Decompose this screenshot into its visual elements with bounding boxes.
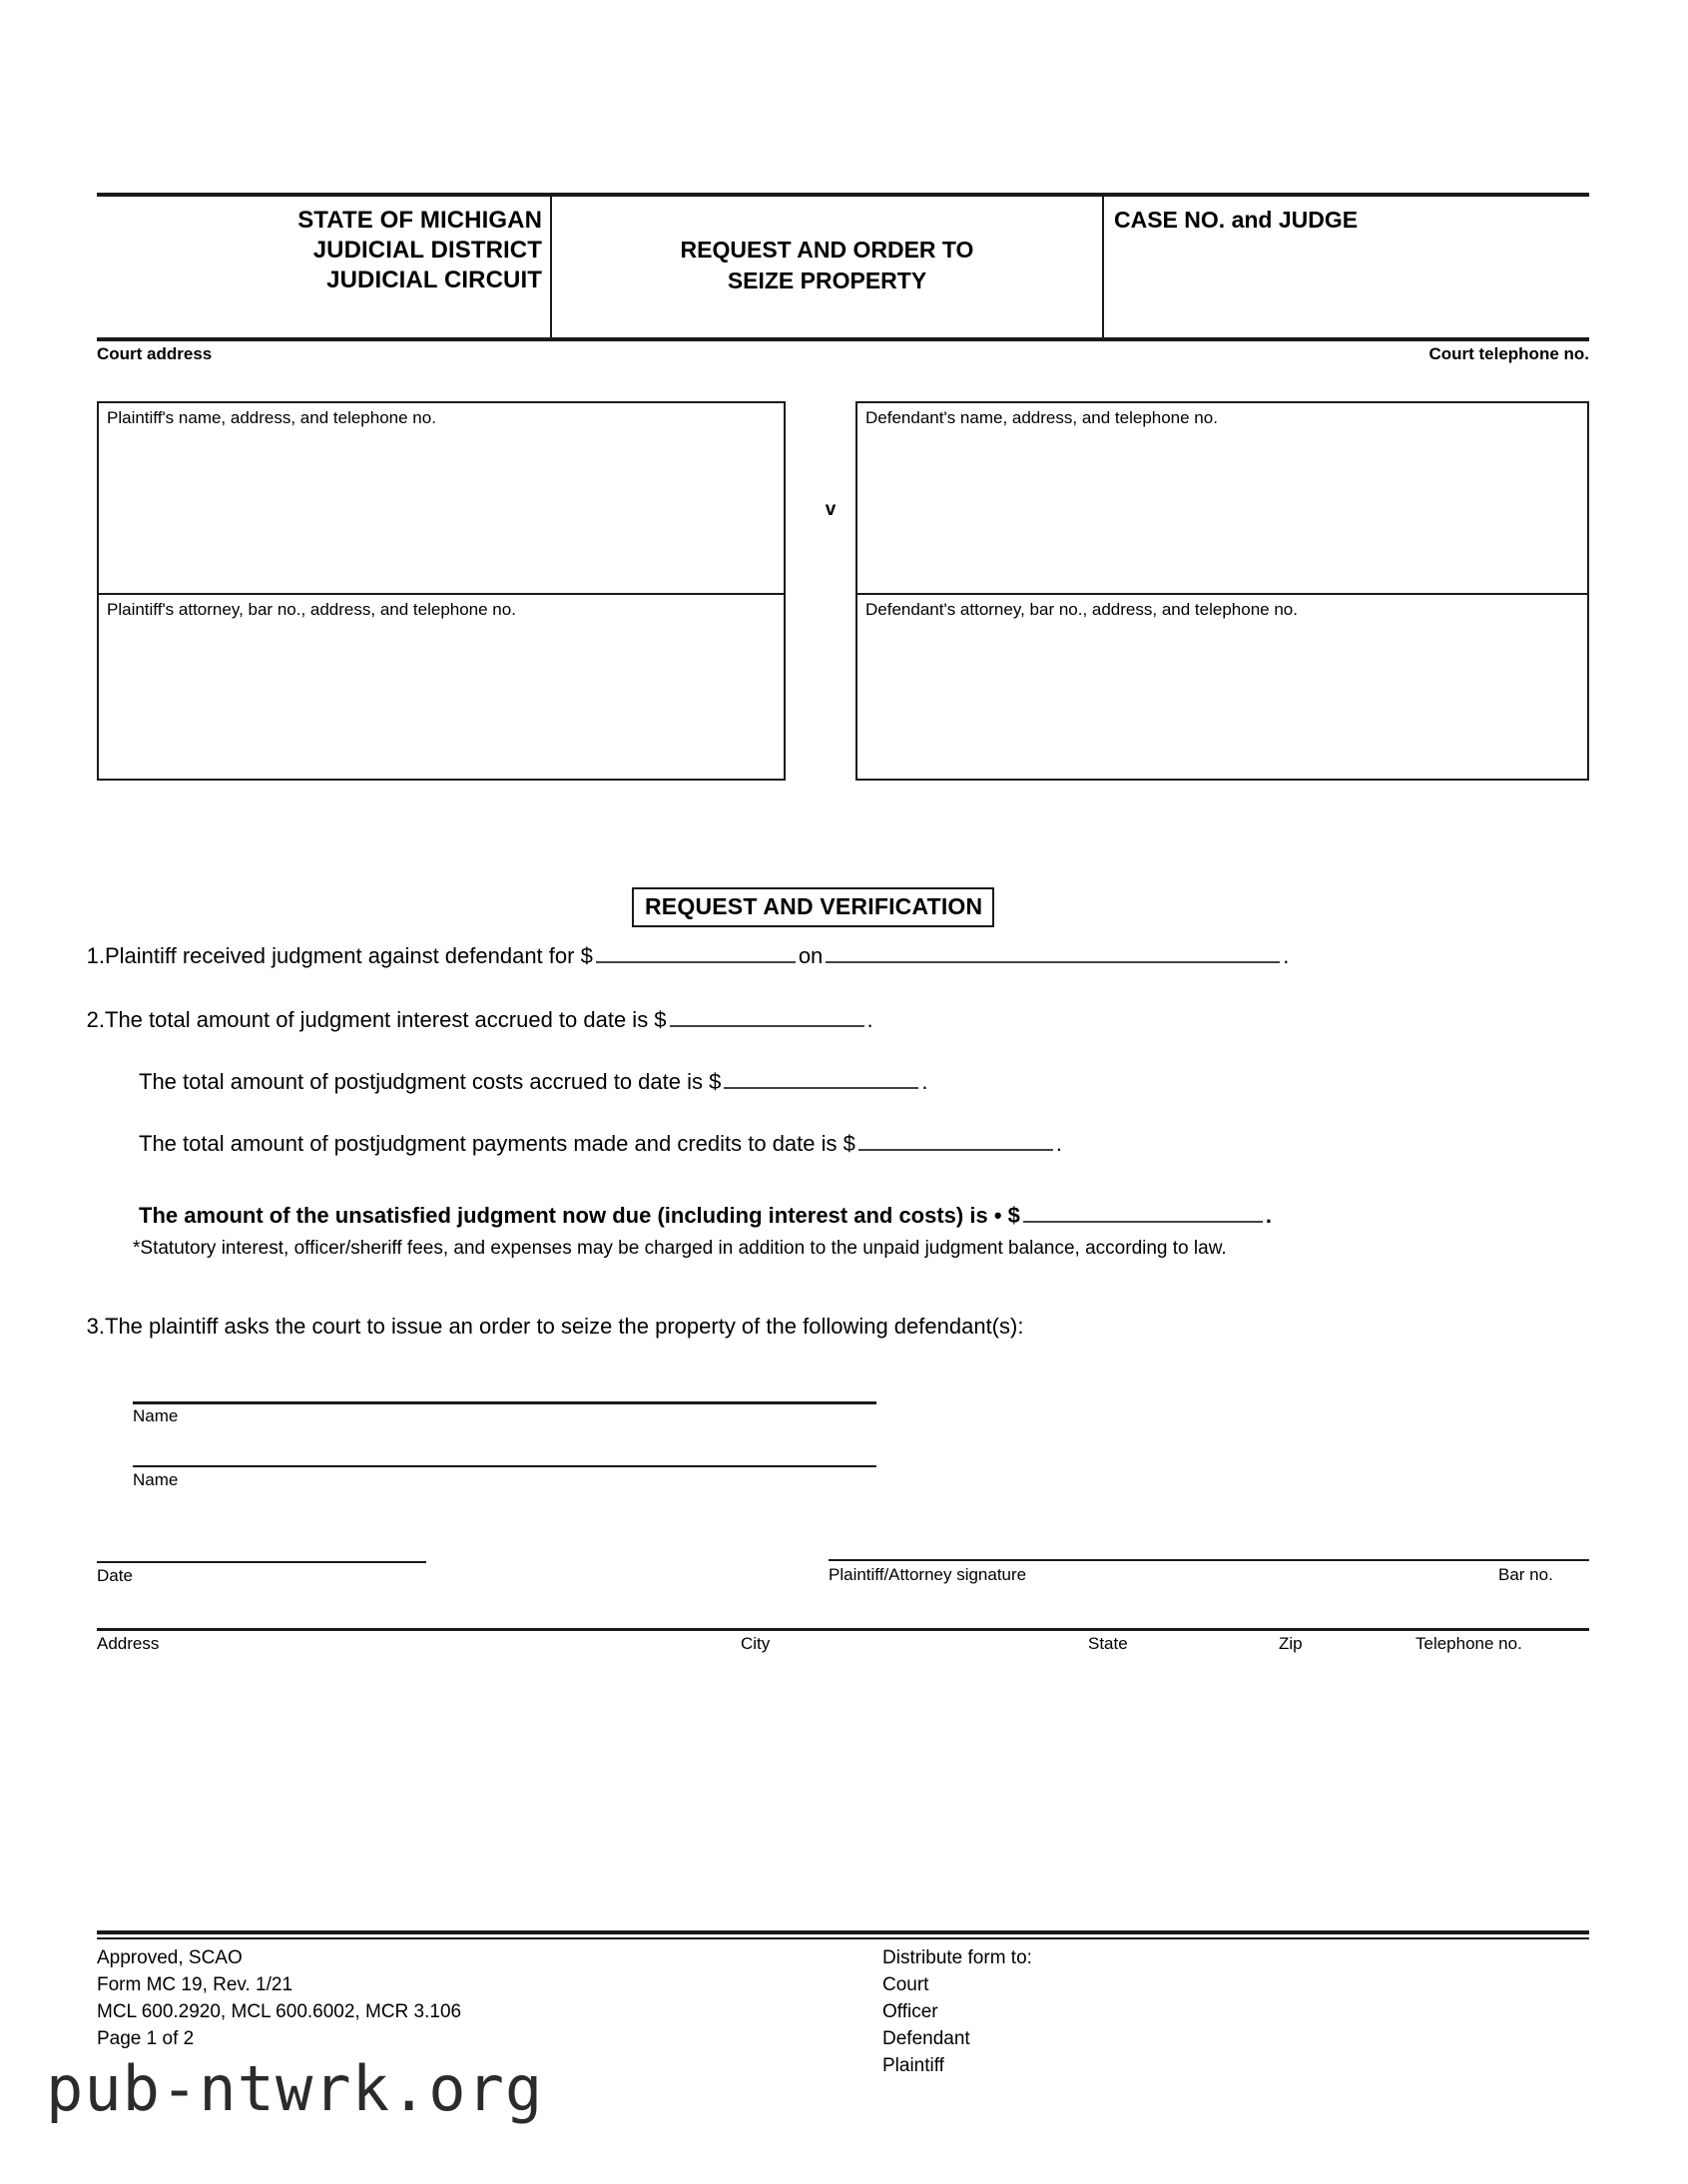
statutory-interest-note: *Statutory interest, officer/sheriff fees, and expenses may be charged in addition to the unpaid judgment balance, according to law. [133, 1238, 1227, 1259]
defendant-name-caption-1: Name [133, 1406, 179, 1425]
verification-item-3 [86, 1313, 1602, 1341]
footer-form-info [97, 1944, 461, 2052]
item-3-text: The plaintiff asks the court to issue an order to seize the property of the following defendant(s): [105, 1314, 1024, 1339]
court-address-rule [97, 337, 1589, 341]
state-caption: State [1088, 1634, 1128, 1653]
bullet-icon: • [993, 1203, 1002, 1228]
state-of-michigan-label: STATE OF MICHIGAN [297, 207, 542, 234]
bar-no-caption: Bar no. [1498, 1565, 1553, 1584]
unsatisfied-judgment-text: The amount of the unsatisfied judgment now due (including interest and costs) is [139, 1203, 988, 1228]
item-2b-payments-blank[interactable] [858, 1131, 1053, 1151]
signature-caption: Plaintiff/Attorney signature [829, 1565, 1027, 1584]
item-1-amount-blank[interactable] [596, 943, 796, 963]
item-2b-text-before: The total amount of postjudgment payments made and credits to date is $ [139, 1131, 855, 1156]
item-3-number: 3. [86, 1314, 105, 1339]
zip-caption: Zip [1279, 1634, 1303, 1653]
footer-statute-citations: MCL 600.2920, MCL 600.6002, MCR 3.106 [97, 2001, 462, 2022]
court-identification-cell [97, 197, 552, 339]
item-2a-costs-blank[interactable] [724, 1069, 918, 1089]
footer-rule-thin [97, 1937, 1589, 1939]
item-2b-text-after: . [1055, 1131, 1062, 1156]
item-1-text-before: Plaintiff received judgment against defendant for $ [105, 943, 593, 968]
distribute-form-to-heading: Distribute form to: [882, 1947, 1032, 1968]
defendant-name-box[interactable] [855, 401, 1589, 595]
telephone-caption: Telephone no. [1415, 1634, 1522, 1653]
signature-line[interactable] [829, 1559, 1589, 1561]
item-1-text-after: . [1283, 943, 1290, 968]
form-title-line-2: SEIZE PROPERTY [727, 268, 927, 293]
verification-item-2a [139, 1068, 1636, 1096]
unsatisfied-judgment-amount-line [139, 1202, 1272, 1230]
request-and-verification-heading: REQUEST AND VERIFICATION [632, 887, 994, 927]
item-2-text-before: The total amount of judgment interest accrued to date is $ [105, 1007, 667, 1032]
defendant-name-label: Defendant's name, address, and telephone no. [865, 408, 1218, 427]
item-1-text-middle: on [798, 943, 824, 968]
dollar-sign: $ [1007, 1203, 1020, 1228]
form-title-cell [552, 197, 1104, 339]
footer-page-number: Page 1 of 2 [97, 2028, 195, 2049]
address-line[interactable] [97, 1628, 1589, 1631]
plaintiff-name-box[interactable] [97, 401, 786, 595]
item-2-interest-blank[interactable] [670, 1007, 864, 1027]
distribute-item-court: Court [882, 1974, 929, 1995]
distribute-item-officer: Officer [882, 2001, 938, 2022]
footer-rule-thick [97, 1930, 1589, 1934]
city-caption: City [741, 1634, 771, 1653]
site-watermark: pub-ntwrk.org [46, 2052, 544, 2125]
defendant-attorney-label: Defendant's attorney, bar no., address, and telephone no. [865, 600, 1298, 619]
item-2-number: 2. [86, 1007, 105, 1032]
unsatisfied-judgment-period: . [1265, 1203, 1273, 1228]
case-number-judge-cell[interactable] [1104, 197, 1589, 339]
footer-approved-scao: Approved, SCAO [97, 1947, 243, 1968]
verification-item-2b [139, 1130, 1636, 1158]
date-line[interactable] [97, 1561, 426, 1563]
item-1-date-blank[interactable] [826, 943, 1280, 963]
unsatisfied-judgment-blank[interactable] [1023, 1203, 1263, 1223]
plaintiff-attorney-label: Plaintiff's attorney, bar no., address, and telephone no. [107, 600, 516, 619]
form-title-line-1: REQUEST AND ORDER TO [680, 237, 974, 263]
distribute-item-defendant: Defendant [882, 2028, 970, 2049]
judicial-district-label: JUDICIAL DISTRICT [312, 237, 542, 264]
case-no-and-judge-label: CASE NO. and JUDGE [1114, 207, 1359, 233]
distribute-item-plaintiff: Plaintiff [882, 2055, 944, 2076]
form-header [97, 193, 1589, 339]
plaintiff-name-label: Plaintiff's name, address, and telephone no. [107, 408, 436, 427]
verification-item-2 [86, 1006, 1602, 1034]
defendant-name-line-2[interactable] [133, 1465, 876, 1467]
defendant-name-line-1[interactable] [133, 1401, 876, 1404]
item-2a-text-before: The total amount of postjudgment costs accrued to date is $ [139, 1069, 722, 1094]
court-telephone-label: Court telephone no. [1428, 344, 1589, 363]
item-1-number: 1. [86, 943, 105, 968]
defendant-attorney-box[interactable] [855, 595, 1589, 781]
footer-form-number: Form MC 19, Rev. 1/21 [97, 1974, 293, 1995]
footer-distribution-list [882, 1944, 1032, 2079]
item-2a-text-after: . [921, 1069, 928, 1094]
item-2-text-after: . [866, 1007, 873, 1032]
judicial-circuit-label: JUDICIAL CIRCUIT [326, 267, 542, 293]
date-caption: Date [97, 1566, 133, 1585]
address-caption: Address [97, 1634, 160, 1653]
defendant-name-caption-2: Name [133, 1470, 179, 1489]
court-address-label: Court address [97, 344, 213, 363]
versus-label: v [825, 499, 837, 520]
verification-item-1 [86, 942, 1602, 970]
plaintiff-attorney-box[interactable] [97, 595, 786, 781]
